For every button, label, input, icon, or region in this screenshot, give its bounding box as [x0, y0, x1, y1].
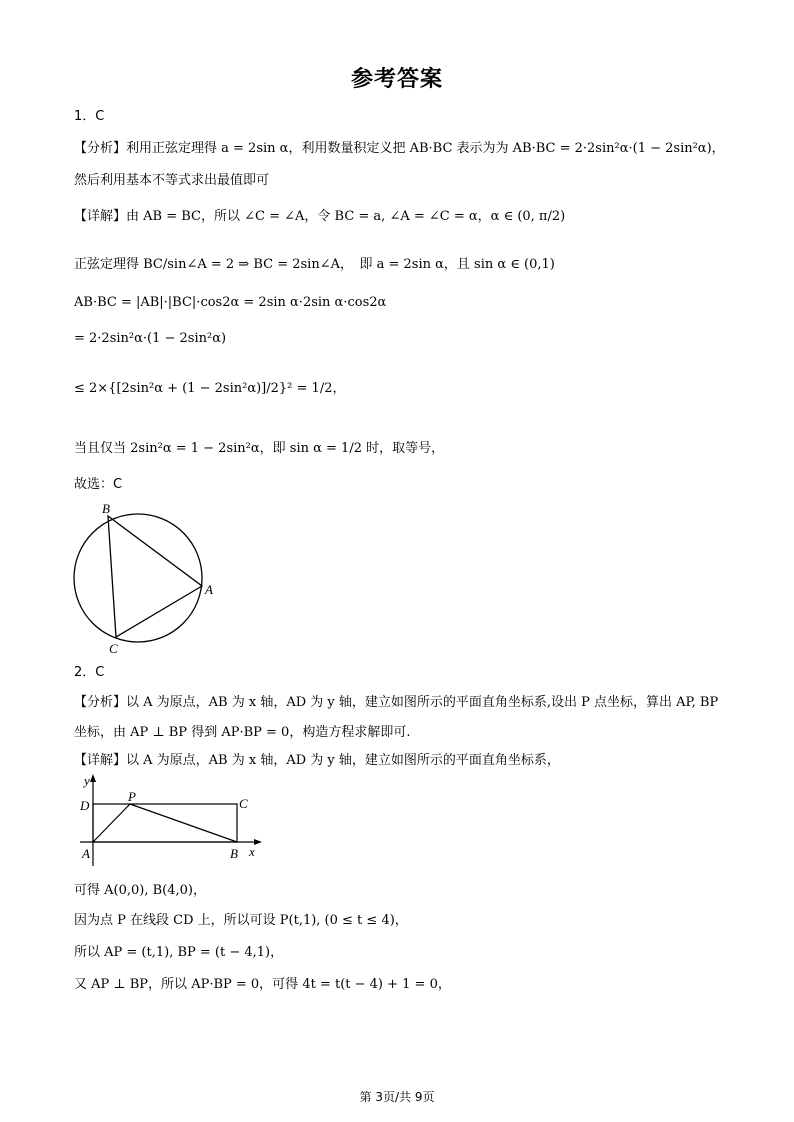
q1-step-5: 当且仅当 2sin²α = 1 − 2sin²α，即 sin α = 1/2 时，取等号， [74, 441, 445, 456]
q2-step-1: 可得 A(0,0), B(4,0)， [74, 883, 206, 898]
page-title: 参考答案 [350, 67, 443, 92]
q2-detail-line-1 [74, 752, 560, 770]
q2-analysis-line-2: 坐标，由 AP ⊥ BP 得到 AP·BP = 0，构造方程求解即可. [74, 725, 411, 740]
q1-analysis-line-1 [74, 140, 725, 158]
q2-step-2: 因为点 P 在线段 CD 上，所以可设 P(t,1), (0 ≤ t ≤ 4)， [74, 913, 408, 928]
q1-step-2: AB·BC = |AB|·|BC|·cos2α = 2sin α·2sin α·cos2α [74, 295, 387, 310]
q1-number: 1．C [74, 109, 105, 124]
segment-ap [93, 804, 130, 842]
label-a: A [82, 846, 90, 861]
q2-detail-text-1: 以 A 为原点，AB 为 x 轴，AD 为 y 轴，建立如图所示的平面直角坐标系， [126, 753, 560, 768]
label-b: B [230, 846, 238, 861]
label-y: y [84, 773, 90, 788]
y-axis-arrow [90, 774, 96, 782]
label-c: C [239, 796, 248, 811]
q1-detail-line-1 [74, 208, 565, 226]
label-p: P [128, 789, 136, 804]
q1-analysis-line-2: 然后利用基本不等式求出最值即可 [74, 173, 270, 188]
q1-step-1: 正弦定理得 BC/sin∠A = 2 ⇒ BC = 2sin∠A， 即 a = 2sin α，且 sin α ∈ (0,1) [74, 257, 555, 272]
q1-detail-label: 【详解】 [74, 209, 127, 224]
circumcircle [74, 514, 202, 642]
segment-pb [130, 804, 237, 842]
q1-triangle-circle-figure [66, 498, 226, 658]
label-a: A [205, 582, 213, 597]
q2-coordinate-figure [72, 772, 272, 872]
label-c: C [109, 641, 118, 656]
q2-analysis-line-1 [74, 694, 718, 712]
q1-step-4: ≤ 2×{[2sin²α + (1 − 2sin²α)]/2}² = 1/2， [74, 381, 346, 396]
label-x: x [249, 844, 255, 859]
q2-step-4: 又 AP ⊥ BP，所以 AP·BP = 0，可得 4t = t(t − 4) + 1 = 0， [74, 977, 451, 992]
x-axis-arrow [254, 839, 262, 845]
q1-analysis-label: 【分析】 [74, 141, 127, 156]
rectangle-abcd [93, 804, 237, 842]
page-footer: 第 3页/共 9页 [359, 1090, 435, 1104]
q2-number: 2．C [74, 665, 105, 680]
q1-analysis-text-1: 利用正弦定理得 a = 2sin α，利用数量积定义把 AB·BC 表示为为 AB·BC = 2·2sin²α·(1 − 2sin²α)， [126, 141, 725, 156]
q1-answer: 故选：C [74, 477, 123, 492]
q2-analysis-text-1: 以 A 为原点，AB 为 x 轴，AD 为 y 轴，建立如图所示的平面直角坐标系,设出 P 点坐标，算出 AP, BP [126, 695, 719, 710]
q2-step-3: 所以 AP = (t,1), BP = (t − 4,1)， [74, 945, 284, 960]
q2-analysis-label: 【分析】 [74, 695, 127, 710]
q2-detail-label: 【详解】 [74, 753, 127, 768]
label-d: D [80, 798, 90, 813]
q1-detail-text-1: 由 AB = BC，所以 ∠C = ∠A，令 BC = a, ∠A = ∠C = α，α ∈ (0, π/2) [126, 209, 566, 224]
q1-step-3: = 2·2sin²α·(1 − 2sin²α) [74, 331, 227, 346]
label-b: B [102, 501, 110, 516]
